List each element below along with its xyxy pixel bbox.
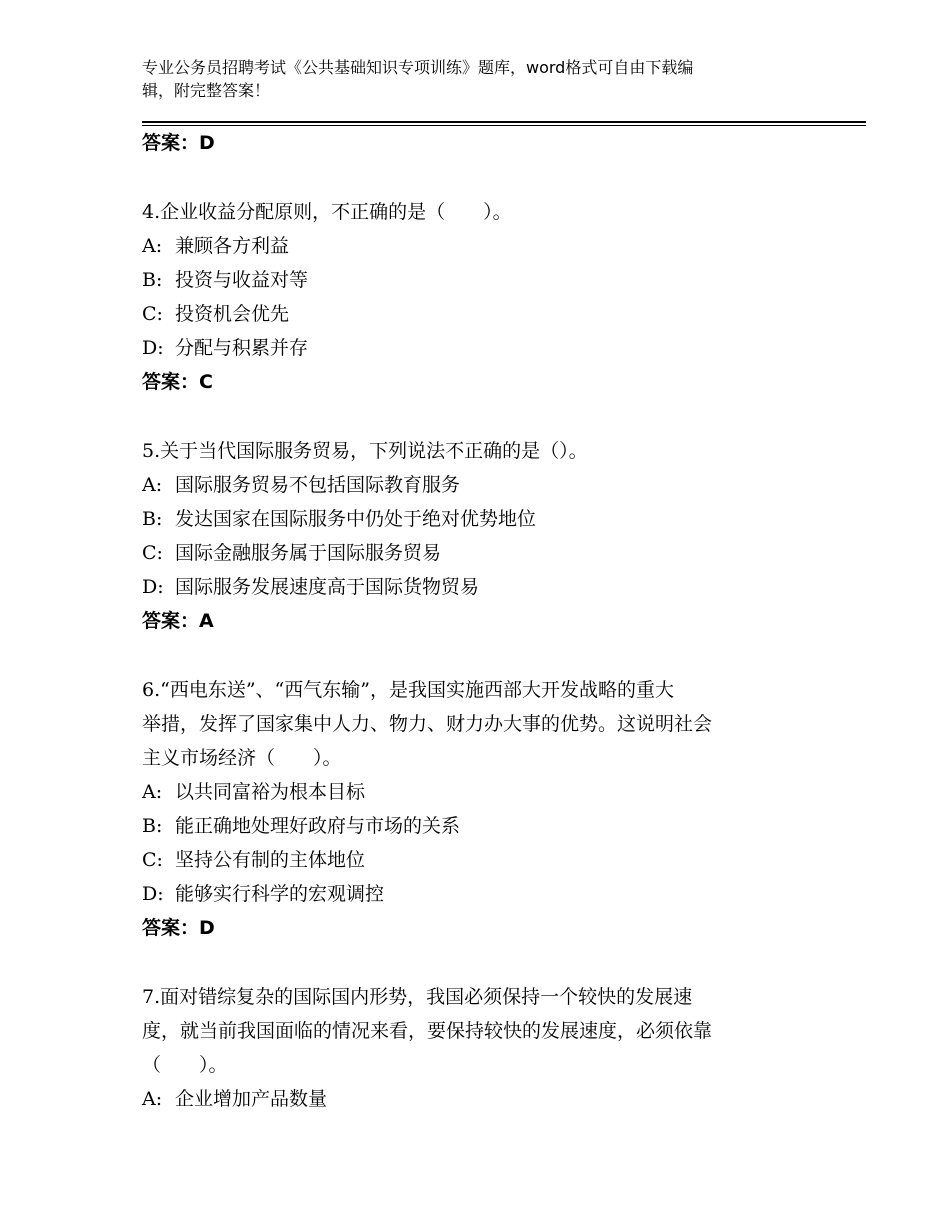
- question-6-option-c: [142, 847, 365, 873]
- option-label: D:: [142, 576, 164, 598]
- header-rule: [142, 121, 866, 123]
- option-label: B:: [142, 269, 163, 291]
- question-5-option-b: [142, 506, 536, 532]
- header-line-2: 辑，附完整答案！: [142, 81, 271, 100]
- header-line-1: 专业公务员招聘考试《公共基础知识专项训练》题库，word格式可自由下载编: [142, 58, 694, 77]
- option-label: A:: [142, 474, 163, 496]
- option-label: C:: [142, 542, 163, 564]
- question-4-option-a: [142, 233, 289, 259]
- option-text: 坚持公有制的主体地位: [175, 849, 366, 871]
- question-4-stem: 4.企业收益分配原则，不正确的是（ ）。: [142, 201, 512, 223]
- option-text: 企业增加产品数量: [175, 1088, 328, 1110]
- option-label: A:: [142, 1088, 163, 1110]
- question-5-option-d: [142, 574, 479, 600]
- question-6-stem-line-1: 6.“西电东送”、“西气东输”，是我国实施西部大开发战略的重大: [142, 679, 674, 701]
- question-6-option-a: [142, 779, 365, 805]
- question-4-option-c: [142, 301, 289, 327]
- question-7-option-a: [142, 1086, 327, 1112]
- question-5-answer: 答案：A: [142, 610, 214, 632]
- option-text: 国际服务发展速度高于国际货物贸易: [175, 576, 480, 598]
- option-label: D:: [142, 337, 164, 359]
- option-label: B:: [142, 508, 163, 530]
- question-6-option-d: [142, 881, 384, 907]
- option-text: 以共同富裕为根本目标: [175, 781, 366, 803]
- option-label: C:: [142, 303, 163, 325]
- answer-prev: 答案：D: [142, 132, 215, 154]
- question-6-stem-line-3: 主义市场经济（ ）。: [142, 747, 342, 769]
- option-label: A:: [142, 781, 163, 803]
- option-text: 分配与积累并存: [175, 337, 309, 359]
- header-rule-thin: [142, 125, 866, 126]
- page-header: [142, 56, 802, 102]
- option-text: 国际金融服务属于国际服务贸易: [175, 542, 442, 564]
- option-text: 国际服务贸易不包括国际教育服务: [175, 474, 461, 496]
- option-text: 能正确地处理好政府与市场的关系: [175, 815, 461, 837]
- option-label: C:: [142, 849, 163, 871]
- question-5-stem: 5.关于当代国际服务贸易，下列说法不正确的是（）。: [142, 440, 588, 462]
- question-6-answer: 答案：D: [142, 917, 215, 939]
- question-7-stem-line-1: 7.面对错综复杂的国际国内形势，我国必须保持一个较快的发展速: [142, 986, 693, 1008]
- question-6-option-b: [142, 813, 460, 839]
- question-5-option-a: [142, 472, 460, 498]
- question-6-stem-line-2: 举措，发挥了国家集中人力、物力、财力办大事的优势。这说明社会: [142, 713, 713, 735]
- question-4-option-d: [142, 335, 308, 361]
- question-7-stem-line-2: 度，就当前我国面临的情况来看，要保持较快的发展速度，必须依靠: [142, 1020, 713, 1042]
- option-label: B:: [142, 815, 163, 837]
- question-4-answer: 答案：C: [142, 371, 213, 393]
- question-5-option-c: [142, 540, 441, 566]
- option-text: 发达国家在国际服务中仍处于绝对优势地位: [175, 508, 537, 530]
- option-label: A:: [142, 235, 163, 257]
- option-text: 投资机会优先: [175, 303, 290, 325]
- option-label: D:: [142, 883, 164, 905]
- option-text: 能够实行科学的宏观调控: [175, 883, 385, 905]
- option-text: 兼顾各方利益: [175, 235, 290, 257]
- option-text: 投资与收益对等: [175, 269, 309, 291]
- question-7-stem-line-3: （ ）。: [142, 1054, 228, 1076]
- question-4-option-b: [142, 267, 308, 293]
